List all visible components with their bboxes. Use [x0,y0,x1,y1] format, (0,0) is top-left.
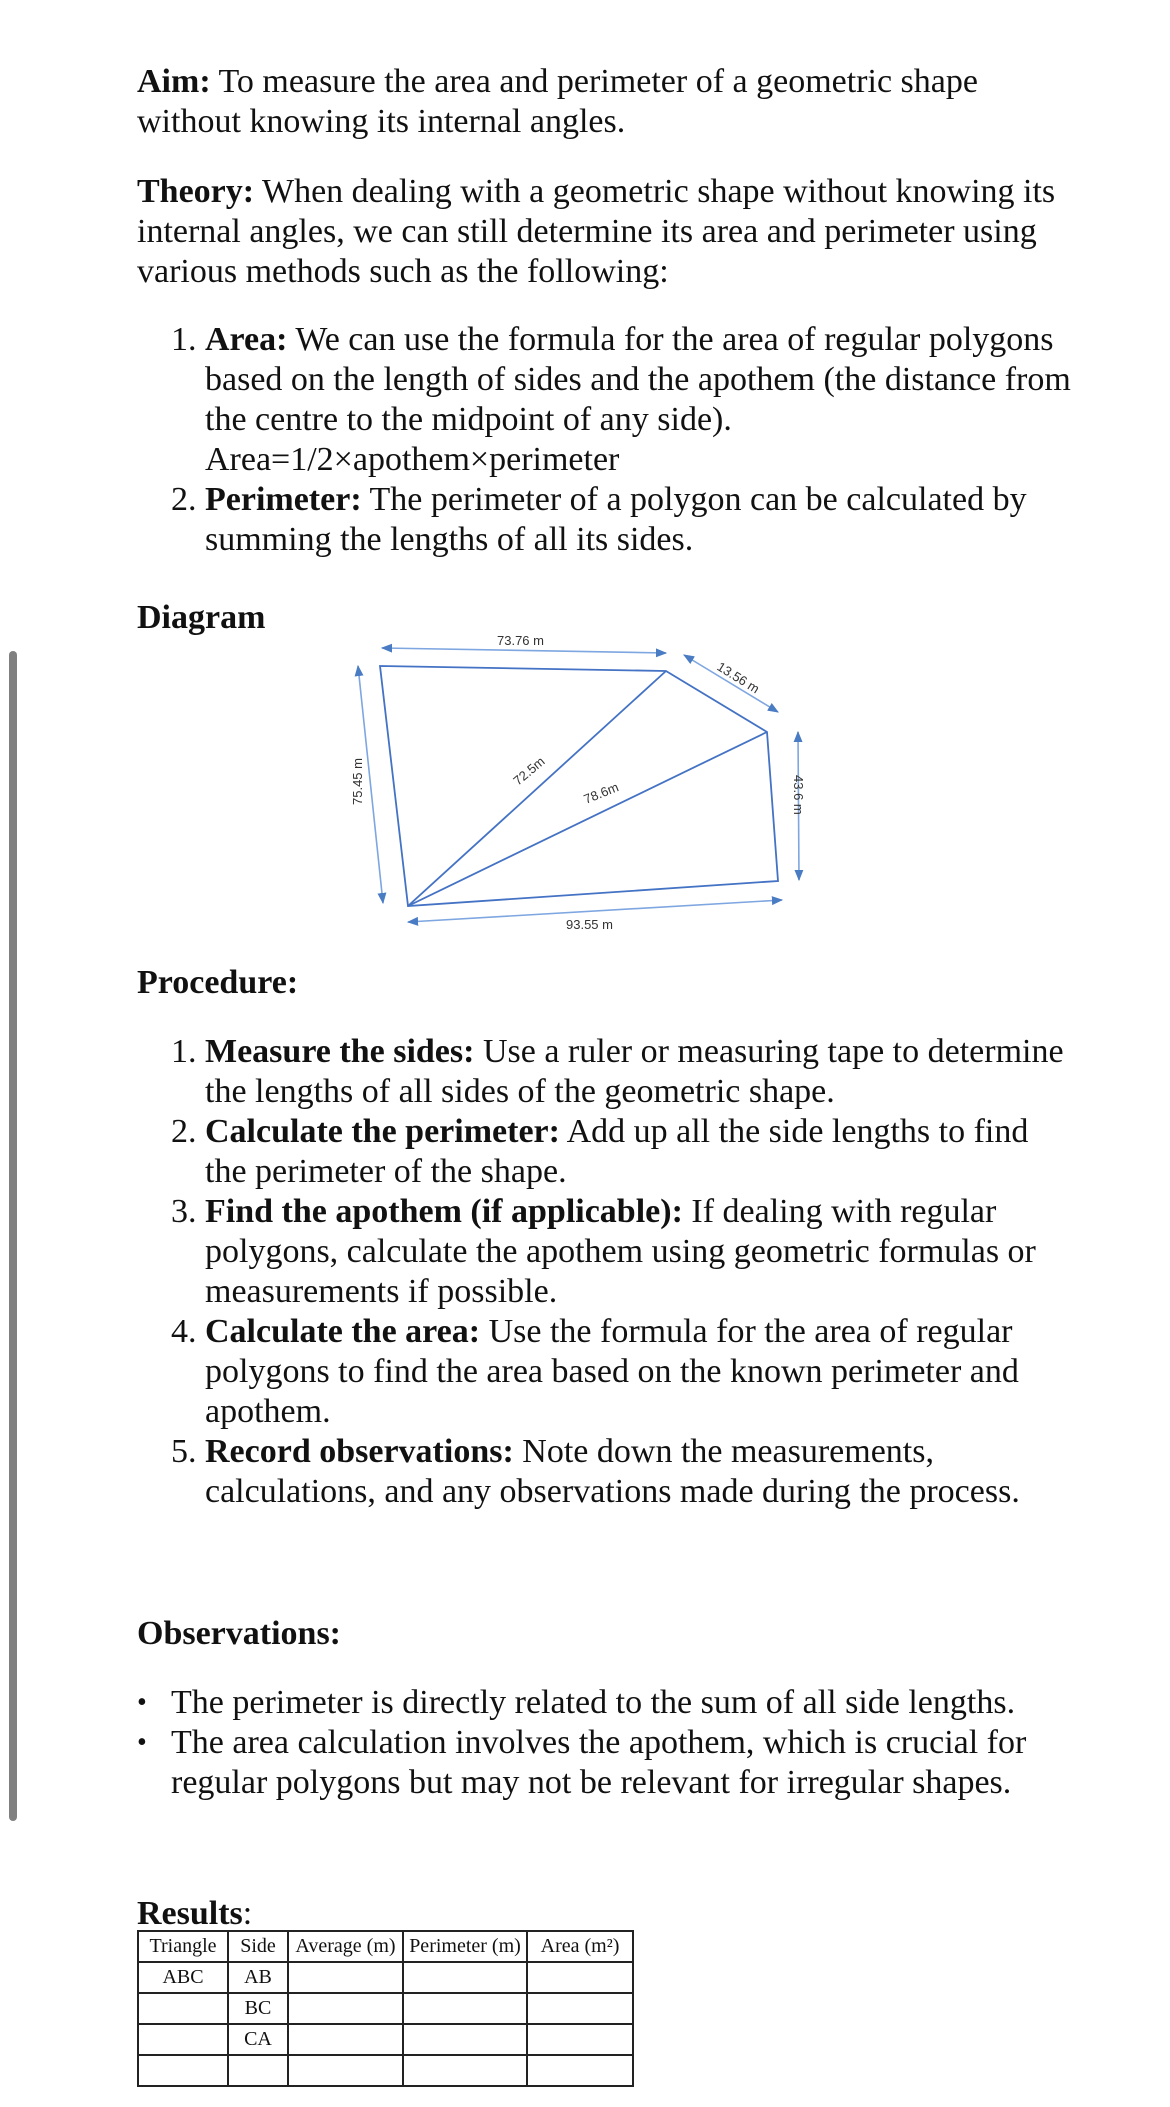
observations-list [137,1683,1077,1803]
theory-item-title: Perimeter: [205,481,362,518]
theory-label: Theory: [137,173,255,210]
polygon-outline [380,666,778,906]
results-table [137,1930,634,2087]
list-number: 3. [171,1193,197,1230]
table-row [138,2024,633,2055]
procedure-item-text: Use a ruler or measuring tape to determine the lengths of all sides of the geometric shape. [205,1033,1064,1110]
results-heading-colon: : [242,1895,253,1932]
theory-item [137,320,1077,480]
list-number: 2. [171,481,197,518]
procedure-heading: Procedure: [137,964,299,1001]
procedure-list [137,1032,1077,1512]
procedure-item [137,1432,1077,1512]
bullet-icon: • [137,1687,147,1718]
observation-item [137,1723,1077,1803]
procedure-item-title: Calculate the perimeter: [205,1113,560,1150]
table-row [138,2055,633,2086]
procedure-item [137,1112,1077,1192]
side-label-top-right: 13.56 m [714,658,763,697]
bullet-icon: • [137,1727,147,1758]
table-cell [138,1993,228,2024]
table-cell [228,2055,288,2086]
column-header: Side [228,1931,288,1962]
side-label-left: 75.45 m [350,758,365,805]
table-cell [138,2024,228,2055]
aim-paragraph [137,62,1077,142]
list-number: 4. [171,1313,197,1350]
theory-item-text: We can use the formula for the area of regular polygons based on the length of sides and the apothem (the distance from the centre to the midpoint of any side). Area=1/2×apothem×perimeter [205,321,1071,478]
observation-text: The area calculation involves the apothem, which is crucial for regular polygons but may not be relevant for irregular shapes. [171,1724,1027,1801]
table-cell [403,1962,527,1993]
table-cell [403,1993,527,2024]
table-cell [288,2055,403,2086]
procedure-item-title: Calculate the area: [205,1313,481,1350]
table-header-row [138,1931,633,1962]
results-heading [137,1894,252,1934]
table-cell: ABC [138,1962,228,1993]
procedure-item-text: If dealing with regular polygons, calculate the apothem using geometric formulas or measurements if possible. [205,1193,1036,1310]
table-cell: AB [228,1962,288,1993]
procedure-item-text: Use the formula for the area of regular polygons to find the area based on the known perimeter and apothem. [205,1313,1019,1430]
theory-text: When dealing with a geometric shape without knowing its internal angles, we can still determine its area and perimeter using various methods such as the following: [137,173,1056,290]
column-header: Average (m) [288,1931,403,1962]
list-number: 1. [171,1033,197,1070]
table-cell [138,2055,228,2086]
dimension-arrow [382,648,666,653]
column-header: Triangle [138,1931,228,1962]
list-number: 2. [171,1113,197,1150]
table-cell [288,1993,403,2024]
procedure-item [137,1032,1077,1112]
side-label-right: 43.6 m [791,775,806,815]
procedure-item-title: Find the apothem (if applicable): [205,1193,683,1230]
table-cell [288,1962,403,1993]
table-cell [527,2024,633,2055]
observation-text: The perimeter is directly related to the sum of all side lengths. [171,1684,1016,1721]
diagonal-line [408,732,767,906]
procedure-item [137,1192,1077,1312]
table-cell: CA [228,2024,288,2055]
list-number: 5. [171,1433,197,1470]
table-cell [527,1962,633,1993]
column-header: Area (m²) [527,1931,633,1962]
procedure-item-title: Measure the sides: [205,1033,475,1070]
scrollbar[interactable] [9,651,17,1821]
table-cell: BC [228,1993,288,2024]
table-cell [288,2024,403,2055]
theory-list [137,320,1077,560]
column-header: Perimeter (m) [403,1931,527,1962]
aim-label: Aim: [137,63,211,100]
table-cell [403,2024,527,2055]
diagram-heading: Diagram [137,599,266,636]
procedure-item-text: Note down the measurements, calculations, and any observations made during the process. [205,1433,1020,1510]
side-label-bottom: 93.55 m [566,917,613,932]
diagonal-label-1: 72.5m [510,753,548,789]
list-number: 1. [171,321,197,358]
theory-item [137,480,1077,560]
aim-text: To measure the area and perimeter of a geometric shape without knowing its internal angles. [137,63,978,140]
observations-heading: Observations: [137,1615,341,1652]
procedure-item-text: Add up all the side lengths to find the perimeter of the shape. [205,1113,1029,1190]
table-row [138,1993,633,2024]
diagonal-line [408,671,666,906]
observation-item [137,1683,1077,1723]
theory-item-text: The perimeter of a polygon can be calculated by summing the lengths of all its sides. [205,481,1027,558]
diagonal-label-2: 78.6m [581,779,621,807]
results-heading-label: Results [137,1895,243,1932]
procedure-item-title: Record observations: [205,1433,514,1470]
table-cell [527,1993,633,2024]
theory-paragraph [137,172,1077,292]
theory-item-title: Area: [205,321,288,358]
side-label-top: 73.76 m [497,633,544,648]
procedure-item [137,1312,1077,1432]
table-cell [403,2055,527,2086]
table-row [138,1962,633,1993]
table-cell [527,2055,633,2086]
polygon-diagram [340,620,820,940]
